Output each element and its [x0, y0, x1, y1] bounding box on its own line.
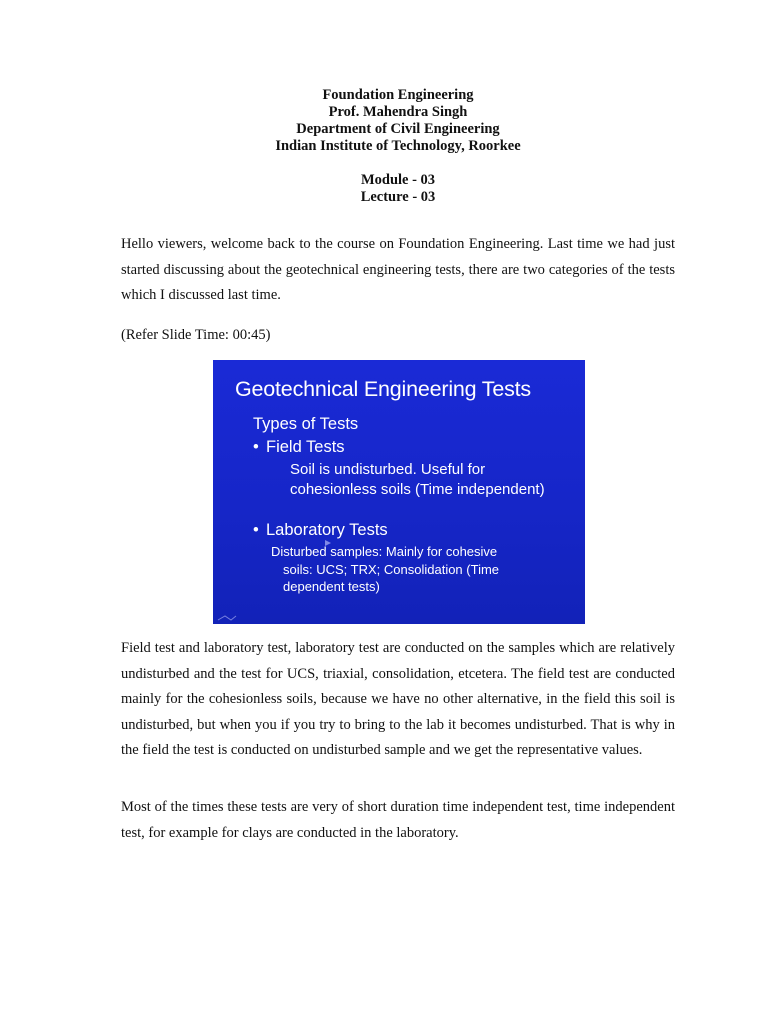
slide-bullet-lab-tests [253, 520, 388, 540]
professor-name: Prof. Mahendra Singh [328, 104, 468, 120]
course-title: Foundation Engineering [322, 87, 474, 103]
slide-types-heading: Types of Tests [253, 415, 359, 433]
bullet-icon: • [253, 521, 259, 539]
document-header [0, 87, 768, 206]
video-overlay-mark-icon [217, 614, 237, 622]
field-tests-description: Soil is undisturbed. Useful for cohesionless soils (Time independent) [290, 461, 545, 498]
slide-time-reference: (Refer Slide Time: 00:45) [121, 327, 271, 343]
header-spacer [0, 155, 768, 172]
institute-name: Indian Institute of Technology, Roorkee [275, 138, 521, 154]
module-number: Module - 03 [360, 172, 436, 188]
intro-paragraph: Hello viewers, welcome back to the course on Foundation Engineering. Last time we had just started discussing about the geotechnical engineering tests, there are two categories of the tests which I discussed last time. [121, 236, 675, 303]
pointer-cursor-icon [324, 539, 332, 547]
bullet-icon: • [253, 438, 259, 456]
field-tests-label: Field Tests [266, 438, 345, 456]
lab-desc-line: dependent tests) [283, 579, 380, 594]
lab-desc-line: Disturbed samples: Mainly for cohesive [271, 544, 498, 559]
lecture-slide-image [213, 360, 585, 624]
lecture-number: Lecture - 03 [360, 189, 436, 205]
duration-paragraph: Most of the times these tests are very of short duration time independent test, time independent test, for example for clays are conducted in the laboratory. [121, 799, 675, 841]
slide-bullet-field-tests [253, 437, 345, 457]
lab-tests-label: Laboratory Tests [266, 521, 388, 539]
field-lab-paragraph: Field test and laboratory test, laboratory test are conducted on the samples which are relatively undisturbed and the test for UCS, triaxial, consolidation, etcetera. The field test are conducted mainly for the cohesionless soils, because we have no other alternative, in the field this soil is undisturbed, but when you if you try to bring to the lab it becomes undisturbed. That is why in the field the test is conducted on undisturbed sample and we get the representative values. [121, 640, 675, 758]
lab-tests-description [271, 543, 571, 596]
slide-title: Geotechnical Engineering Tests [235, 377, 531, 401]
department-name: Department of Civil Engineering [296, 121, 500, 137]
lab-desc-line: soils: UCS; TRX; Consolidation (Time [283, 561, 500, 577]
